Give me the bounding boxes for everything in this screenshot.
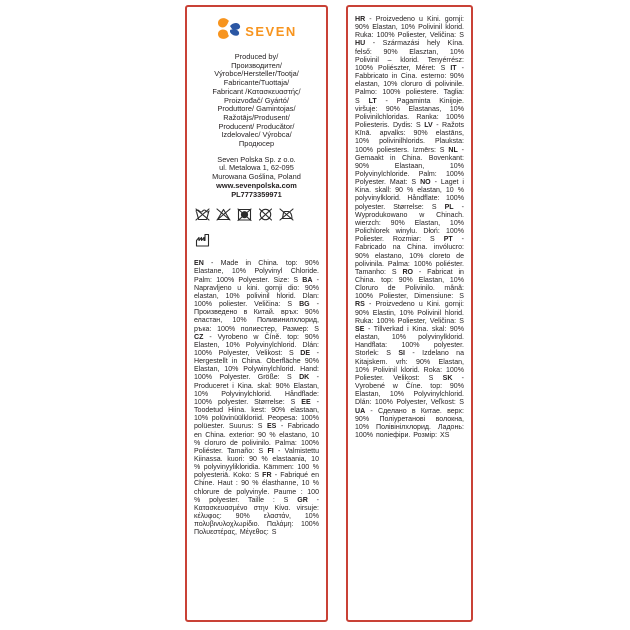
language-code: GR: [297, 496, 308, 504]
language-code: IT: [450, 64, 457, 72]
language-code: NL: [448, 146, 458, 154]
language-code: EE: [301, 398, 311, 406]
language-code: RO: [402, 268, 414, 276]
language-code: HR: [355, 16, 366, 23]
address-lines: [194, 156, 319, 182]
do-not-tumble-dry-icon: [236, 207, 253, 227]
text-line: Výrobce/Hersteller/Tootja/: [214, 69, 299, 79]
language-code: SK: [442, 374, 453, 382]
language-code: EN: [194, 260, 204, 268]
language-code: CZ: [194, 333, 204, 341]
language-code: DE: [300, 349, 311, 357]
language-code: SI: [398, 350, 406, 358]
text-line: Produttore/ Gamintojas/: [217, 104, 296, 114]
text-line: Seven Polska Sp. z o.o.: [217, 154, 296, 164]
language-code: FI: [267, 447, 274, 455]
text-line: Fabricante/Tuottaja/: [223, 78, 290, 88]
brand-name: SEVEN: [245, 24, 297, 39]
language-code: LV: [424, 122, 433, 130]
language-code: PT: [443, 236, 453, 244]
language-code: BA: [302, 276, 313, 284]
text-line: Murowana Goślina, Poland: [212, 172, 301, 182]
text-line: Производител/: [231, 60, 282, 70]
text-line: ul. Metalowa 1, 62-095: [219, 163, 294, 173]
producer-block: [194, 53, 319, 149]
text-line: Izdelovalec/ Výrobca/: [221, 130, 292, 140]
language-code: PL: [444, 203, 454, 211]
do-not-wash-icon: [194, 207, 211, 227]
do-not-iron-icon: [278, 207, 295, 227]
language-code: BG: [299, 301, 310, 309]
language-code: DK: [299, 374, 310, 382]
text-line: Продюсер: [238, 139, 275, 149]
vat-number: PL7773359971: [231, 189, 282, 199]
care-symbols-row: [194, 207, 319, 227]
care-text-left: EN - Made in China. top: 90% Elastane, 10% Polyvinyl Chloride. Palm: 100% Polyester. Size: S BA - Napravljeno u kini. gornji dio: 90% elastan, 10% polivinil hlorid. Dlan: 100% poliester. Veličina: S BG - Произведено в Китай. връх: 90% еластан, 10% Поливинилхлорид, ръка: 100% полиестер, Размер: S CZ - Vyrobeno w Číně. top: 90% Elasten, 10% Polyvinylchlorid. Dlán: 100% Polyester, Velikost: S DE - Hergestellt in China. Oberfläche 90% Elastan, 10% Polywinylchlorid. Hand: 100% Polyester. Größe: S DK - Produceret i Kina. skal: 90% Elastan, 10% Polyvinylchlorid. Håndflade: 100% polyester. Størrelse: S EE -Toodetud Hiina. kest: 90% elastaan, 10% polüvinüülkloriid. Peopesa: 100% polüester. Suurus: S ES - Fabricado en China. exterior: 90 % elastano, 10 % cloruro de polivinilo. Palma: 100% Poliéster. Tamaño: S FI - Valmistettu Kiinassa. kuori: 90 % elastaania, 10 % polyvinyylikloridia. Kämmen: 100 % polyesteriä. Koko: S FR - Fabriqué en Chine. Haut : 90 % élasthanne, 10 % chlorure de polyvinyle. Paume : 100 % polyester. Taille : S GR - Κατασκευασμένο στην Κίνα. virsuje: κέλυφος: 90% ελαστάν, 10% πολυβινυλοχλωρίδιο. Παλάμη: 100% Πολυεστέρας, Μέγεθος: S: [194, 260, 319, 537]
care-text-right: HR - Proizvedeno u Kini. gornji: 90% Elastan, 10% Polivinil klorid. Ruka: 100% Poliester, Veličina: S HU - Származási hely Kína. felső: 90% Elasztan, 10% Polivinil – klorid. Tenyérrész: 100% Poliészter, Méret: S IT - Fabbricato in Cina. esterno: 90% elastan, 10% cloruro di polivinile. Palmo: 100% poliestere. Taglia: S LT - Pagaminta Kinijoje. viršuje: 90% Elastanas, 10% Polivinilchloridas. Ranka: 100% Poliesteris. Dydis: S LV - Ražots Kīnā. apvalks: 90% elastāns, 10% polivinilhlorids. Plauksta: 100% poliesters. Izmērs: S NL - Gemaakt in China. Bovenkant: 90% Elastaan, 10% Polyvinylchloride. Palm: 100% Polyester. Maat: S NO - Laget i Kina. skall: 90 % elastan, 10 % polyvinylklorid. Håndflate: 100% polyester. Størrelse: S PL - Wyprodukowano w Chinach. wierzch: 90% Elastan, 10% Polichlorek winylu. Dłoń: 100% Poliester. Rozmiar: S PT - Fabricado na China. invólucro: 90% elastano, 10% cloreto de polivinila. Palma: 100% poliéster. Tamanho: S RO - Fabricat in China. top: 90% Elastan, 10% Cloruro de Polivinilo. mână: 100% Poliester, Dimensiune: S RS - Proizvedeno u Kini. gornji: 90% Elastin, 10% Polivinil hlorid. Ruka: 100% Poliester, Veličina: S SE - Tillverkad i Kina. skal: 90% elastan, 10% polyvinylklorid. Handflata: 100% polyester. Storlek: S SI - Izdelano na Kitajskem. vrh: 90% Elastan, 10% Polivinil klorid. Roka: 100% Poliester. Velikost: S SK - Vyrobené w Číne. top: 90% Elastan, 10% Polyvinylchlorid. Dlán: 100% Polyester, Veľkost: S UA - Сделано в Китае. верх: 90% Поліуретанові волокна, 10% Полівінілхлорид. Ладонь: 100% поліефіри. Розмір: XS: [355, 16, 464, 439]
text-line: Fabricant /Κατασκευαστής/: [212, 86, 301, 96]
text-line: Producent/ Producător/: [218, 121, 295, 131]
text-line: Ražotājs/Produsent/: [223, 112, 290, 122]
text-line: Produced by/: [234, 52, 279, 61]
label-panel-left: [185, 5, 328, 622]
language-code: FR: [262, 472, 272, 480]
language-code: ES: [266, 423, 277, 431]
language-code: UA: [355, 407, 366, 415]
language-code: SE: [355, 325, 365, 333]
address-block: [194, 156, 319, 200]
language-code: NO: [420, 179, 431, 187]
seven-butterfly-logo-icon: [216, 17, 242, 46]
language-code: LT: [368, 97, 377, 105]
do-not-bleach-icon: [215, 207, 232, 227]
label-panel-right: [346, 5, 473, 622]
website-text: www.sevenpolska.com: [216, 180, 297, 190]
language-code: RS: [355, 301, 365, 309]
text-line: Proizvođač/ Gyártó/: [224, 95, 289, 105]
do-not-dry-clean-icon: [257, 207, 274, 227]
language-code: HU: [355, 40, 366, 48]
brand-logo: [194, 17, 319, 46]
manufacturer-icon: [194, 231, 319, 253]
